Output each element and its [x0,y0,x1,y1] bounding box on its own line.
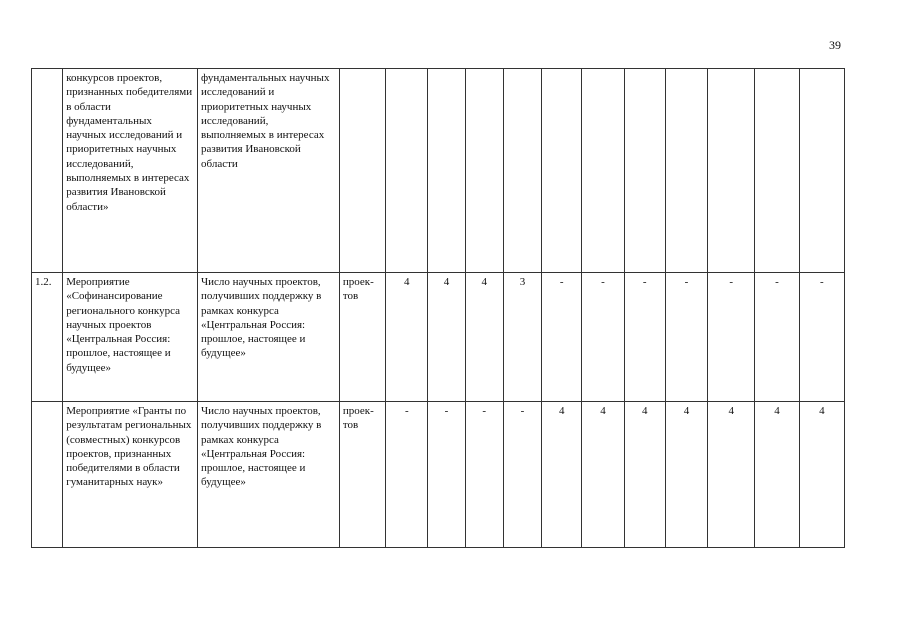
table-row [32,402,845,548]
value-cell: 4 [624,402,665,548]
value-cell: - [755,273,799,402]
value-cell: - [465,402,503,548]
program-table [31,68,845,548]
unit-cell: проек-тов [339,402,385,548]
value-cell: - [582,273,624,402]
value-cell: 4 [755,402,799,548]
value-cell: 4 [542,402,582,548]
row-index: 1.2. [32,273,63,402]
value-cell: 3 [503,273,541,402]
value-cell: 4 [386,273,428,402]
value-cell [465,69,503,273]
value-cell: - [386,402,428,548]
value-cell: - [665,273,707,402]
value-cell: - [428,402,465,548]
event-name: Мероприятие «Гранты по результатам региональных (совместных) конкурсов проектов, признанных победителями в области гуманитарных наук» [63,402,198,548]
indicator-name: Число научных проектов, получивших поддержку в рамках конкурса «Центральная Россия: прошлое, настоящее и будущее» [198,273,340,402]
value-cell [755,69,799,273]
value-cell [582,69,624,273]
event-name: Мероприятие «Софинансирование регионального конкурса научных проектов «Центральная Россия: прошлое, настоящее и будущее» [63,273,198,402]
value-cell: 4 [582,402,624,548]
value-cell: - [542,273,582,402]
value-cell: 4 [665,402,707,548]
event-name: конкурсов проектов, признанных победителями в области фундаментальных научных исследований и приоритетных научных исследований, выполняемых в интересах развития Ивановской области» [63,69,198,273]
value-cell: - [503,402,541,548]
table-row [32,69,845,273]
value-cell [665,69,707,273]
value-cell [624,69,665,273]
table-row [32,273,845,402]
page-number: 39 [829,38,841,52]
value-cell [708,69,755,273]
value-cell: 4 [799,402,844,548]
value-cell [428,69,465,273]
value-cell [386,69,428,273]
unit-cell: проек-тов [339,273,385,402]
row-index [32,69,63,273]
indicator-name: фундаментальных научных исследований и приоритетных научных исследований, выполняемых в интересах развития Ивановской области [198,69,340,273]
value-cell: 4 [708,402,755,548]
value-cell [503,69,541,273]
value-cell: 4 [465,273,503,402]
indicator-name: Число научных проектов, получивших поддержку в рамках конкурса «Центральная Россия: прошлое, настоящее и будущее» [198,402,340,548]
value-cell [542,69,582,273]
unit-cell [339,69,385,273]
value-cell: - [708,273,755,402]
row-index [32,402,63,548]
value-cell: - [799,273,844,402]
value-cell [799,69,844,273]
value-cell: - [624,273,665,402]
value-cell: 4 [428,273,465,402]
